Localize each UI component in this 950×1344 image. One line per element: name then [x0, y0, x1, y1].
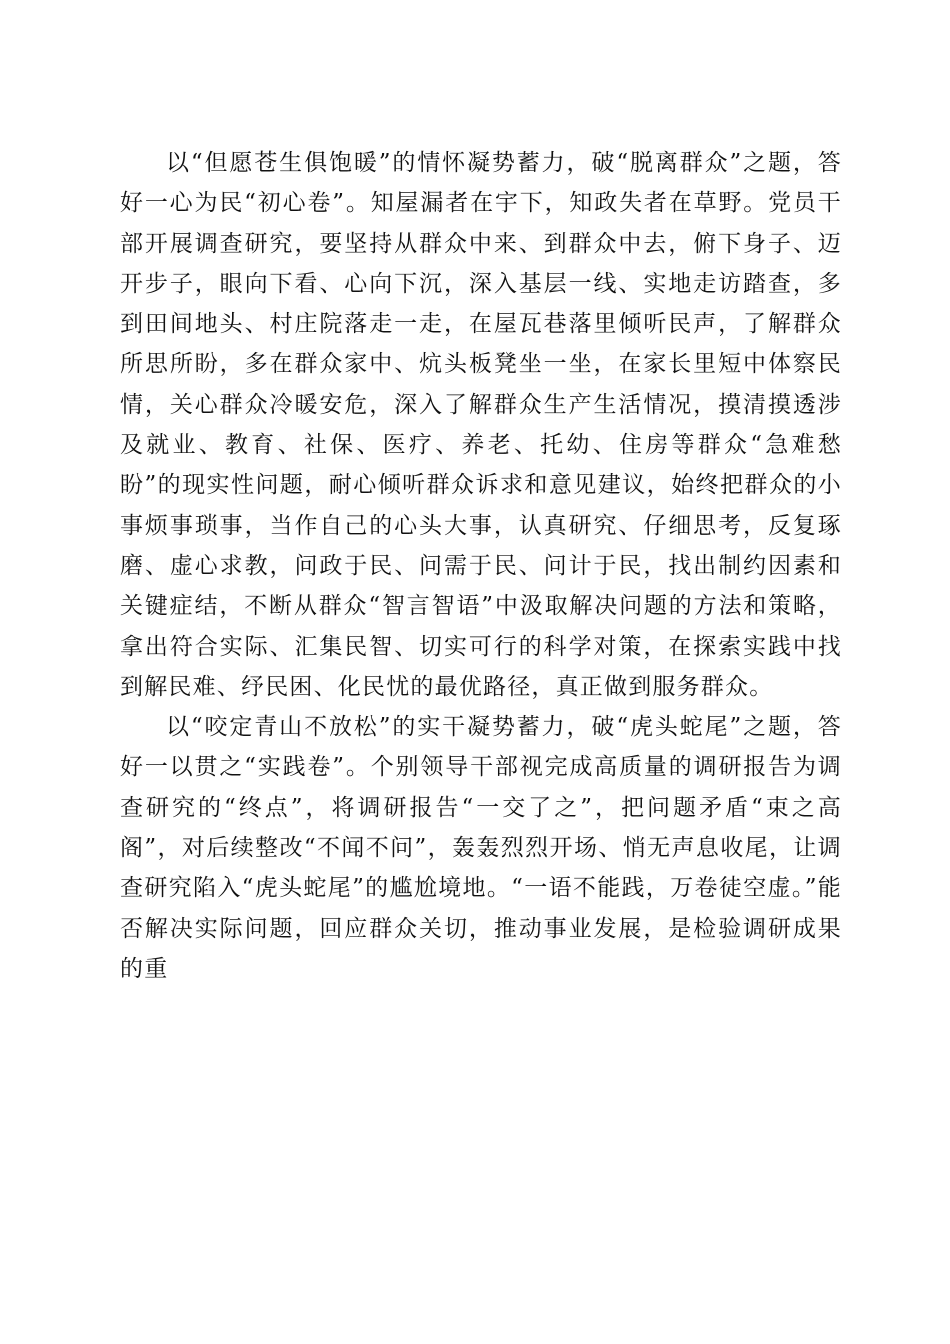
paragraph-practice-follow-through: 以“咬定青山不放松”的实干凝势蓄力，破“虎头蛇尾”之题，答好一以贯之“实践卷”。个别领导干部视完成高质量的调研报告为调查研究的“终点”，将调研报告“一交了之”，把问题矛盾“束之高阁”，对后续整改“不闻不问”，轰轰烈烈开场、悄无声息收尾，让调查研究陷入“虎头蛇尾”的尴尬境地。“一语不能践，万卷徒空虚。”能否解决实际问题，回应群众关切，推动事业发展，是检验调研成果的重 [120, 714, 842, 982]
document-body [120, 143, 842, 989]
paragraph-serve-the-people: 以“但愿苍生俱饱暖”的情怀凝势蓄力，破“脱离群众”之题，答好一心为民“初心卷”。知屋漏者在宇下，知政失者在草野。党员干部开展调查研究，要坚持从群众中来、到群众中去，俯下身子、迈开步子，眼向下看、心向下沉，深入基层一线、实地走访踏查，多到田间地头、村庄院落走一走，在屋瓦巷落里倾听民声，了解群众所思所盼，多在群众家中、炕头板凳坐一坐，在家长里短中体察民情，关心群众冷暖安危，深入了解群众生产生活情况，摸清摸透涉及就业、教育、社保、医疗、养老、托幼、住房等群众“急难愁盼”的现实性问题，耐心倾听群众诉求和意见建议，始终把群众的小事烦事琐事，当作自己的心头大事，认真研究、仔细思考，反复琢磨、虚心求教，问政于民、问需于民、问计于民，找出制约因素和关键症结，不断从群众“智言智语”中汲取解决问题的方法和策略，拿出符合实际、汇集民智、切实可行的科学对策，在探索实践中找到解民难、纾民困、化民忧的最优路径，真正做到服务群众。 [120, 150, 842, 700]
